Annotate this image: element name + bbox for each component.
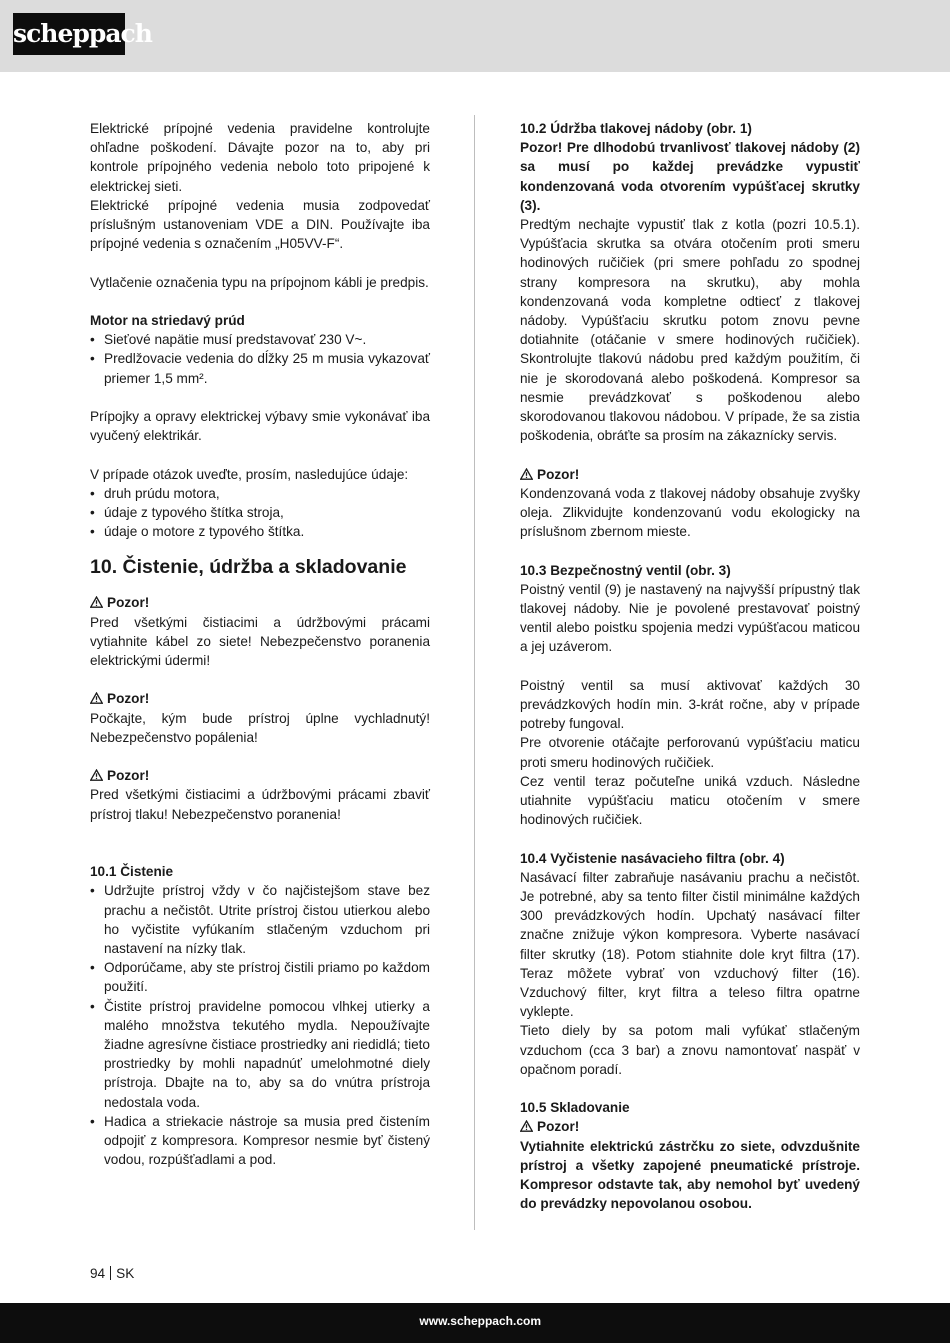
warning-label: Pozor! [537,466,580,482]
warning-icon [90,769,103,781]
tank-instructions: Predtým nechajte vypustiť tlak z kotla (pozri 10.5.1). Vypúšťacia skrutka sa otvára otočením proti smeru hodinových ručičiek (pri smere pohľadu zo spodnej strany kompresora na skrutku), aby mohla kondenzovaná voda kompletne odtiecť z tlakovej nádoby. Vypúšťaciu skrutku potom znovu pevne dotiahnite (otáčanie v smere hodinových ručičiek). Skontrolujte tlakovú nádobu pred každým použitím, či nie je skorodovaná alebo poškodená. Kompresor sa nesmie prevádzkovať s poškodenou alebo skorodovanou tlakovou nádobou. V prípade, že sa zistia poškodenia, obráťte sa prosím na zákaznícky servis. [520,217,860,444]
list-item: • údaje o motore z typového štítka. [90,522,430,541]
list-item: • Udržujte prístroj vždy v čo najčistejšom stave bez prachu a nečistôt. Utrite prístroj čistou utierkou alebo ho vyčistite vyfúkaním stlačeným vzduchom pri nastavení na nízky tlak. [90,881,430,958]
warning-heading [520,1117,860,1136]
subsection-heading-cleaning: 10.1 Čistenie [90,864,174,880]
tank-warning-bold: Pozor! Pre dlhodobú trvanlivosť tlakovej nádoby (2) sa musí po každej prevádzke vypustiť kondenzovaná voda otvorením vypúšťacej skrutky (3). [520,140,860,213]
safety-valve-p4: Cez ventil teraz počuteľne uniká vzduch. Následne utiahnite vypúšťaciu maticu otočením v smere hodinových ručičiek. [520,773,860,828]
list-item: • Čistite prístroj pravidelne pomocou vlhkej utierky a malého množstva tekutého mydla. Nepoužívajte žiadne agresívne čistiace prostriedky ani riedidlá; tieto prostriedky by mohli napadnúť umelohmotné diely prístroja. Dbajte na to, aby sa do vnútra prístroja nedostala voda. [90,997,430,1112]
warning-icon [520,468,533,480]
warning-heading [520,465,860,484]
list-item: • druh prúdu motora, [90,484,430,503]
page-number-value: 94 [90,1266,106,1281]
warning-text-condensate: Kondenzovaná voda z tlakovej nádoby obsahuje zvyšky oleja. Zlikvidujte kondenzovanú vodu ekologicky na príslušnom zbernom mieste. [520,485,860,540]
page-number [90,1265,134,1282]
subsection-heading-safety-valve: 10.3 Bezpečnostný ventil (obr. 3) [520,562,731,578]
list-item: • Odporúčame, aby ste prístroj čistili priamo po každom použití. [90,958,430,996]
language-code: SK [116,1266,135,1281]
warning-text-cable: Pred všetkými čistiacimi a údržbovými prácami vytiahnite kábel zo siete! Nebezpečenstvo poranenia elektrickými údermi! [90,614,430,669]
column-divider [474,115,475,1230]
right-column [520,119,860,1214]
motor-heading: Motor na striedavý prúd [90,313,245,328]
motor-list [90,330,430,388]
filter-p2: Tieto diely by sa potom mali vyfúkať stlačeným vzduchom (cca 3 bar) a znovu namontovať naspäť v opačnom poradí. [520,1023,860,1077]
safety-valve-p3: Pre otvorenie otáčajte perforovanú vypúšťaciu maticu proti smeru hodinových ručičiek. [520,735,860,770]
warning-text-pressure: Pred všetkými čistiacimi a údržbovými prácami zbaviť prístroj tlaku! Nebezpečenstvo poranenia! [90,787,430,822]
warning-heading [90,593,430,612]
section-heading: 10. Čistenie, údržba a skladovanie [90,556,407,579]
cleaning-list [90,881,430,1169]
warning-heading [90,689,430,708]
safety-valve-p2: Poistný ventil sa musí aktivovať každých 30 prevádzkových hodín min. 3-krát ročne, aby v prípade potreby fungoval. [520,677,860,732]
brand-logo: scheppach [13,13,125,55]
safety-valve-p1: Poistný ventil (9) je nastavený na najvyšší prípustný tlak tlakovej nádoby. Nie je povolené prestavovať poistný ventil alebo poistku spojenia medzi vypúšťacou maticou a jej uzáverom. [520,581,860,655]
page-number-separator [110,1266,111,1280]
warning-label: Pozor! [107,691,150,707]
list-item: • Sieťové napätie musí predstavovať 230 V~. [90,330,430,349]
paragraph-cable-standards: Elektrické prípojné vedenia musia zodpovedať príslušným ustanoveniam VDE a DIN. Používajte iba prípojné vedenia s označením „H05VV-F“. [90,197,430,252]
list-item: • Hadica a striekacie nástroje sa musia pred čistením odpojiť z kompresora. Kompresor nesmie byť čistený vodou, rozpúšťadlami a pod. [90,1112,430,1170]
warning-icon [520,1120,533,1132]
paragraph-repairs: Prípojky a opravy elektrickej výbavy smie vykonávať iba vyučený elektrikár. [90,409,430,444]
subsection-heading-tank: 10.2 Údržba tlakovej nádoby (obr. 1) [520,121,752,136]
warning-label: Pozor! [107,768,150,784]
footer-website-link[interactable]: www.scheppach.com [419,1314,541,1328]
warning-icon [90,692,103,704]
filter-p1: Nasávací filter zabraňuje nasávaniu prachu a nečistôt. Je potrebné, aby sa tento filter čistil minimálne každých 300 prevádzkových hodín. Upchatý nasávací filter značne znižuje výkon kompresora. Vyberte nasávací filter skrutky (18). Potom stiahnite dole kryt filtra (17). Teraz môžete vybrať von vzduchový filter (16). Vzduchový filter, kryt filtra a teleso filtra opatrne vyklepte. [520,869,860,1020]
subsection-heading-storage: 10.5 Skladovanie [520,1100,630,1116]
warning-label: Pozor! [537,1119,580,1135]
warning-text-cooldown: Počkajte, kým bude prístroj úplne vychladnutý! Nebezpečenstvo popálenia! [90,710,430,745]
paragraph-cable-check: Elektrické prípojné vedenia pravidelne kontrolujte ohľadne poškodení. Dávajte pozor na to, aby pri kontrole prípojného vedenia nebolo toto pripojené k elektrickej sieti. [90,121,430,194]
list-item: • Predlžovacie vedenia do dĺžky 25 m musia vykazovať priemer 1,5 mm². [90,349,430,387]
storage-warning-text: Vytiahnite elektrickú zástrčku zo siete, odvzdušnite prístroj a všetky zapojené pneumatické prístroje. Kompresor odstavte tak, aby nemohol byť uvedený do prevádzky nepovolanou osobou. [520,1138,860,1212]
left-column [90,119,430,1169]
list-item: • údaje z typového štítka stroja, [90,503,430,522]
subsection-heading-filter: 10.4 Vyčistenie nasávacieho filtra (obr. 4) [520,850,785,866]
warning-icon [90,596,103,608]
paragraph-type-marking: Vytlačenie označenia typu na prípojnom kábli je predpis. [90,274,429,290]
info-list [90,484,430,542]
paragraph-info-request: V prípade otázok uveďte, prosím, nasledujúce údaje: [90,466,409,482]
warning-heading [90,766,430,785]
warning-label: Pozor! [107,595,150,611]
